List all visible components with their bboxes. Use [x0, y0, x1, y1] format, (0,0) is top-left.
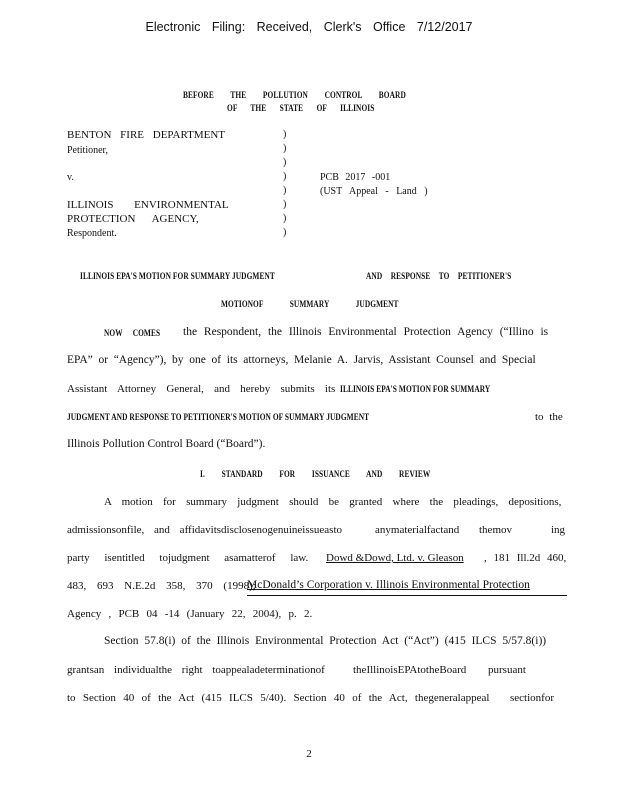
motion-title-line1-right: AND RESPONSE TO PETITIONER'S	[366, 271, 512, 281]
para1-line3-caps: ILLINOIS EPA'S MOTION FOR SUMMARY	[340, 384, 491, 394]
citation-underline	[247, 595, 567, 596]
respondent-name-line1: ILLINOIS ENVIRONMENTAL	[67, 199, 229, 211]
citation-mcdonalds: McDonald’s Corporation v. Illinois Environmental Protection	[247, 579, 530, 591]
para2-line5: Agency , PCB 04 -14 (January 22, 2004), p. 2.	[67, 608, 313, 620]
para1-line4-caps: JUDGMENT AND RESPONSE TO PETITIONER'S MOTION OF SUMMARY JUDGMENT	[67, 412, 370, 422]
para2-line2b: anymaterialfactand	[375, 524, 460, 536]
para3-line2a: grantsan individualthe right toappealadeterminationof	[67, 664, 325, 676]
motion-title-line1-left: ILLINOIS EPA'S MOTION FOR SUMMARY JUDGMENT	[80, 271, 275, 281]
para2-line2d: ing	[551, 524, 566, 536]
caption-paren: )	[283, 227, 287, 238]
para2-line3c: , 181 Ill.2d 460,	[484, 552, 567, 564]
para1-line2: EPA” or “Agency”), by one of its attorneys, Melanie A. Jarvis, Assistant Counsel and Special	[67, 354, 536, 366]
para2-line3a: party isentitled tojudgment asamatterof law.	[67, 552, 309, 564]
para3-line1: Section 57.8(i) of the Illinois Environmental Protection Act (“Act”) (415 ILCS 5/57.8(i))	[104, 635, 547, 647]
para3-line2b: theIllinoisEPAtotheBoard	[353, 664, 467, 676]
petitioner-role: Petitioner,	[67, 145, 108, 156]
case-type: (UST Appeal - Land )	[320, 186, 428, 197]
motion-title-line2: MOTIONOF SUMMARY JUDGMENT	[221, 299, 399, 309]
versus-label: v.	[67, 172, 74, 183]
caption-paren: )	[283, 171, 287, 182]
board-heading-line2: OF THE STATE OF ILLINOIS	[227, 103, 375, 113]
para2-line4a: 483, 693 N.E.2d 358, 370 (1998);	[67, 580, 256, 592]
para3-line3a: to Section 40 of the Act (415 ILCS 5/40). Section 40 of the Act, thegeneralappeal	[67, 692, 490, 704]
para3-line3b: sectionfor	[510, 692, 554, 704]
petitioner-name: BENTON FIRE DEPARTMENT	[67, 129, 226, 141]
caption-paren: )	[283, 143, 287, 154]
caption-paren: )	[283, 185, 287, 196]
case-number: PCB 2017 -001	[320, 172, 391, 183]
section-heading: I. STANDARD FOR ISSUANCE AND REVIEW	[200, 469, 431, 479]
caption-paren: )	[283, 157, 287, 168]
caption-paren: )	[283, 213, 287, 224]
now-comes: NOW COMES	[104, 328, 161, 338]
para3-line2c: pursuant	[488, 664, 526, 676]
para1-line5: Illinois Pollution Control Board (“Board”).	[67, 438, 266, 450]
para1-line3: Assistant Attorney General, and hereby submits its	[67, 383, 336, 395]
caption-paren: )	[283, 199, 287, 210]
filing-header: Electronic Filing: Received, Clerk's Office 7/12/2017	[145, 20, 473, 34]
para2-line2c: themov	[479, 524, 512, 536]
board-heading-line1: BEFORE THE POLLUTION CONTROL BOARD	[183, 90, 406, 100]
para2-line2a: admissionsonfile, and affidavitsdisclosenogenuineissueasto	[67, 524, 343, 536]
respondent-name-line2: PROTECTION AGENCY,	[67, 213, 199, 225]
caption-paren: )	[283, 129, 287, 140]
citation-dowd: Dowd &Dowd, Ltd. v. Gleason	[326, 552, 464, 564]
para1-line1: the Respondent, the Illinois Environmental Protection Agency (“Illino is	[183, 326, 549, 338]
para1-line4-end: to the	[535, 411, 563, 423]
page-number: 2	[306, 748, 312, 760]
respondent-role: Respondent.	[67, 228, 117, 239]
para2-line1: A motion for summary judgment should be granted where the pleadings, depositions,	[104, 496, 562, 508]
